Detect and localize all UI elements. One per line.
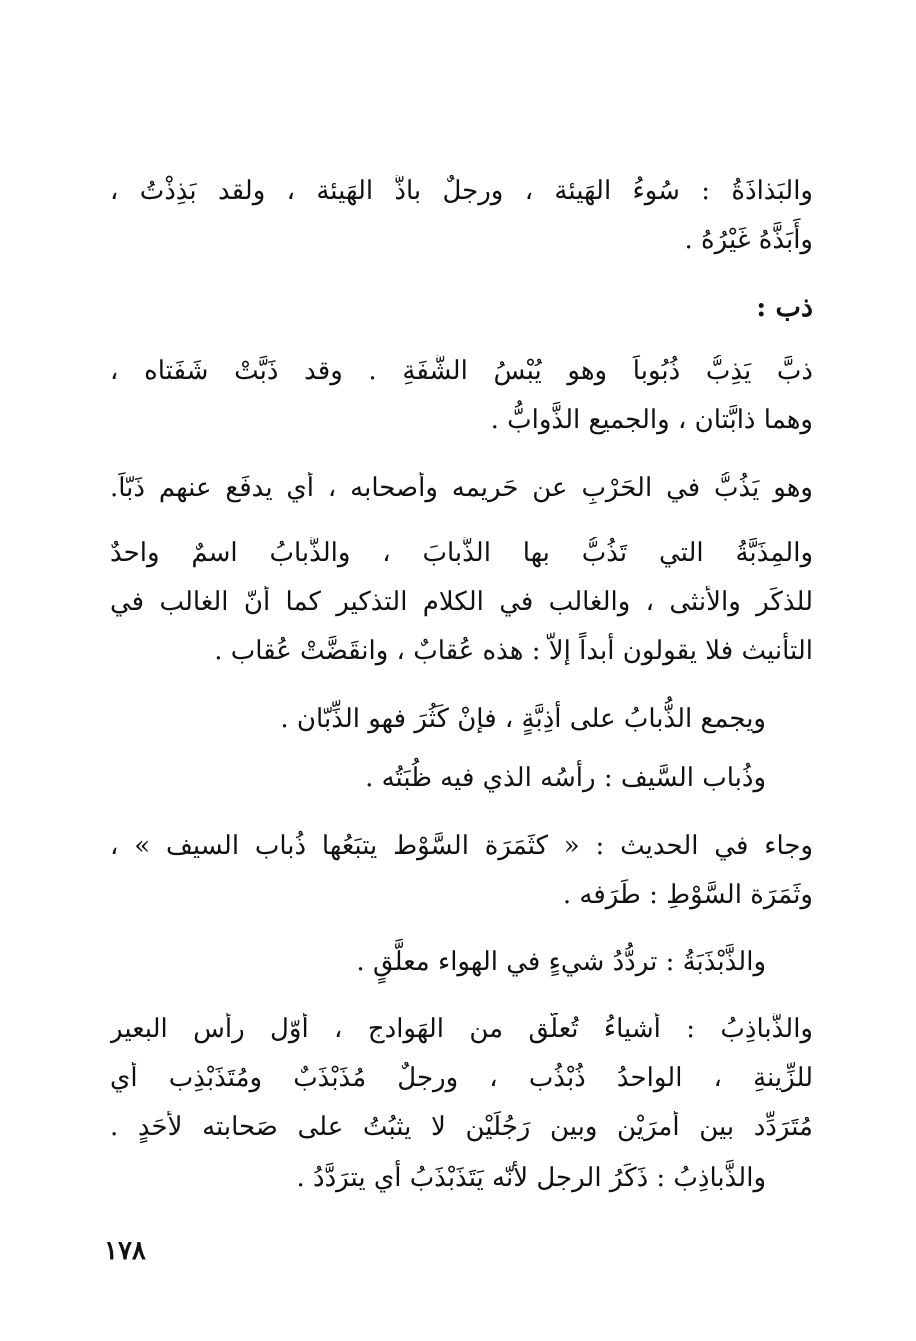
text-line: التأنيث فلا يقولون أبداً إلاّ : هذه عُقابٌ ، وانقَضَّتْ عُقاب . [214,636,813,666]
text-line: والبَذاذَةُ : سُوءُ الهَيئة ، ورجلٌ باذُّ الهَيئة ، ولقد بَذِذْتُ ، [110,176,813,206]
text-line: مُتَرَدِّد بين أمرَيْن وبين رَجُلَيْن لا يثبُتُ على صَحابته لأحَدٍ . [110,1112,813,1142]
text-line: ويجمع الذُّبابُ على أذِبَّةٍ ، فإنْ كَثُرَ فهو الذِّبّان . [280,704,766,734]
text-line: وهو يَذُبُّ في الحَرْبِ عن حَريمه وأصحابه ، أي يدفَع عنهم ذَبّاً. [110,473,813,503]
text-line: وهما ذابَّتان ، والجميع الذَّوابُّ . [490,405,813,435]
text-line: والذَّباذِبُ : ذَكَرُ الرجل لأنّه يَتَذَبْذَبُ أي يترَدَّدُ . [296,1163,766,1193]
text-line: وثَمَرَة السَّوْطِ : طَرَفه . [562,880,813,910]
text-line: والذَّبْذَبَةُ : تردُّدُ شيءٍ في الهواء معلَّقٍ . [356,947,766,977]
text-line: وذُباب السَّيف : رأسُه الذي فيه ظُبَتُه . [365,763,766,793]
text-line: وأَبَذَّهُ غَيْرُهُ . [684,225,813,255]
text-line: والذَّباذِبُ : أشياءُ تُعلَّق من الهَوادج ، أوّل رأسِ البعير [110,1014,813,1044]
text-line: وجاء في الحديث : « كثَمَرَة السَّوْط يتبَعُها ذُباب السيف » ، [110,831,813,861]
text-line: والمِذَبَّةُ التي تَذُبُّ بها الذُّبابَ ، والذُّبابُ اسمٌ واحدٌ [110,538,813,568]
page-number: ١٧٨ [104,1236,146,1266]
text-line: ذبَّ يَذِبُّ ذُبُوباً وهو يُبْسُ الشَّفَةِ . وقد ذَبَّتْ شَفَتاه ، [110,356,813,386]
text-line: للزِّينةِ ، الواحدُ ذُبْذُب ، ورجلٌ مُذَبْذَبٌ ومُتَذَبْذِب أي [110,1063,813,1093]
entry-heading: ذب : [756,292,813,323]
text-line: للذكَر والأنثى ، والغالب في الكلام التذكير كما أنّ الغالب في [110,587,813,617]
